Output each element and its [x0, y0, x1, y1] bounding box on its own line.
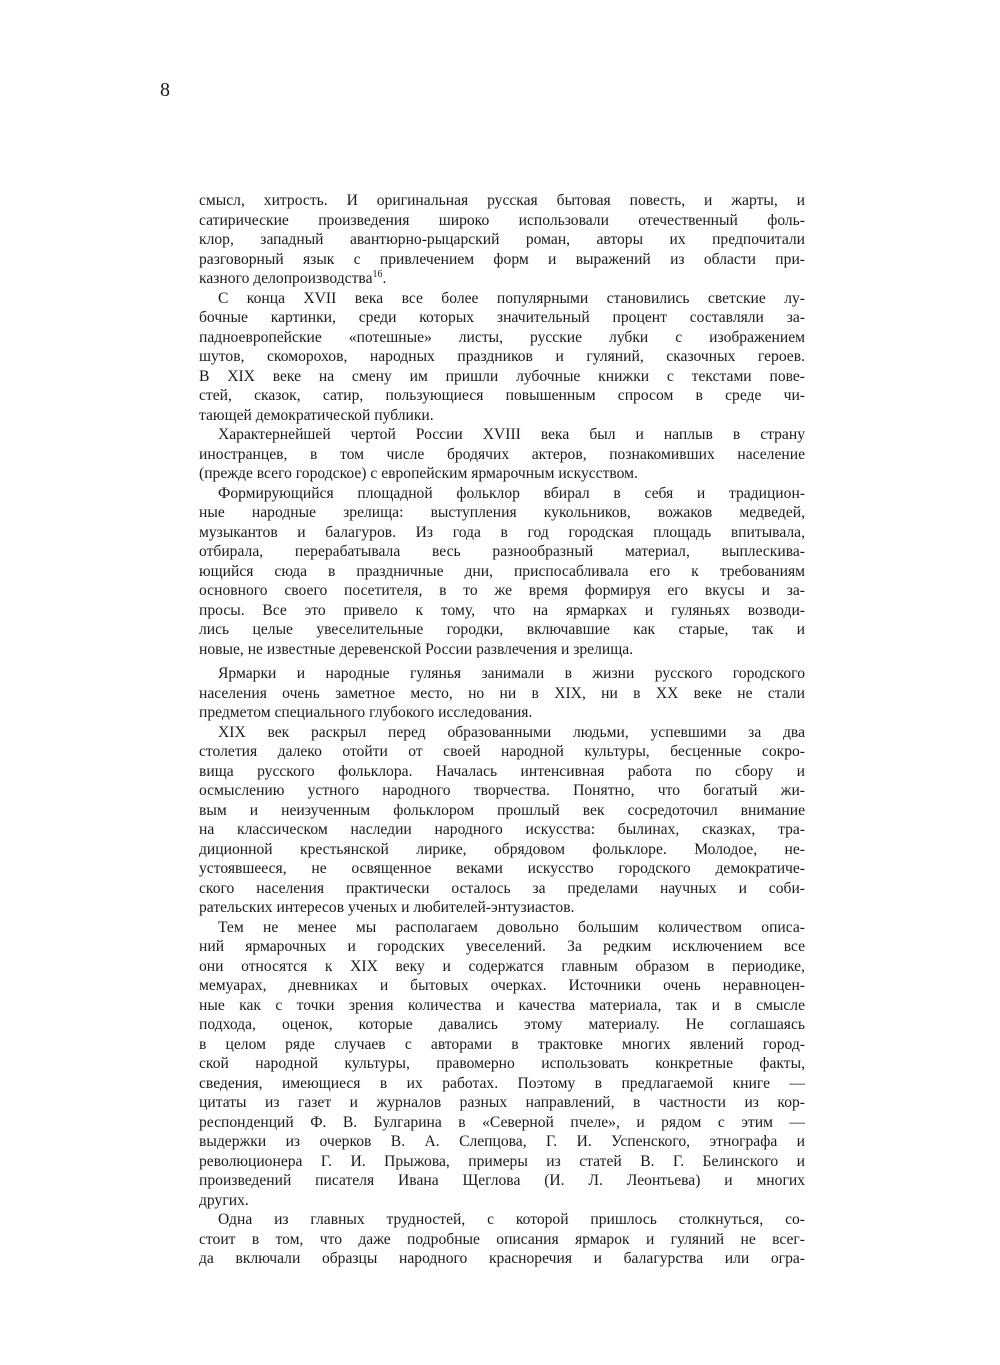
text-line: С конца XVII века все более популярными становились светские лу-	[218, 289, 805, 307]
text-line: Формирующийся площадной фольклор вбирал в себя и традицион-	[218, 484, 805, 502]
text-line: респонденций Ф. В. Булгарина в «Северной пчеле», и рядом с этим —	[199, 1113, 805, 1131]
paragraph	[199, 723, 805, 918]
text-line-content: казного делопроизводства	[199, 270, 373, 287]
text-line: вища русского фольклора. Началась интенсивная работа по сбору и	[199, 762, 805, 780]
text-line: просы. Все это привело к тому, что на ярмарках и гуляньях возводи-	[199, 601, 805, 619]
text-line: предметом специального глубокого исследования.	[199, 704, 533, 721]
text-line: разговорный язык с привлечением форм и выражений из области при-	[199, 250, 805, 268]
text-line: цитаты из газет и журналов разных направлений, в частности из кор-	[199, 1094, 805, 1111]
text-line: сведения, имеющиеся в их работах. Поэтому в предлагаемой книге —	[199, 1074, 805, 1092]
text-line: стоит в том, что даже подробные описания ярмарок и гуляний не всег-	[199, 1230, 805, 1248]
text-line: подхода, оценок, которые давались этому материалу. Не соглашаясь	[199, 1016, 805, 1033]
text-line: на классическом наследии народного искусства: былинах, сказках, тра-	[199, 821, 805, 838]
text-line: осмыслению устного народного творчества. Понятно, что богатый жи-	[199, 782, 805, 799]
text-line: бочные картинки, среди которых значительный процент составляли за-	[199, 309, 805, 326]
text-line: выдержки из очерков В. А. Слепцова, Г. И. Успенского, этнографа и	[199, 1133, 805, 1150]
text-line: революционера Г. И. Прыжова, примеры из статей В. Г. Белинского и	[199, 1152, 805, 1170]
text-line: падноевропейские «потешные» листы, русские лубки с изображением	[199, 328, 805, 346]
text-line: ющийся сюда в праздничные дни, приспосабливала его к требованиям	[199, 562, 805, 580]
text-line: шутов, скоморохов, народных праздников и гуляний, сказочных героев.	[199, 348, 805, 365]
text-line: Ярмарки и народные гулянья занимали в жизни русского городского	[218, 665, 805, 682]
paragraph	[199, 425, 805, 484]
text-line: рательских интересов ученых и любителей-энтузиастов.	[199, 899, 575, 916]
text-line: музыкантов и балагуров. Из года в год городская площадь впитывала,	[199, 523, 805, 541]
paragraph	[199, 289, 805, 426]
text-line: основного своего посетителя, в то же время формируя его вкусы и за-	[199, 582, 805, 599]
text-line: населения очень заметное место, но ни в XIX, ни в XX веке не стали	[199, 684, 805, 702]
text-line: ные как с точки зрения количества и качества материала, так и в смысле	[199, 996, 805, 1014]
text-line: Тем не менее мы располагаем довольно большим количеством описа-	[218, 918, 805, 936]
text-line: сатирические произведения широко использовали отечественный фоль-	[199, 211, 805, 229]
paragraph	[199, 664, 805, 723]
text-line: ской народной культуры, правомерно использовать конкретные факты,	[199, 1055, 805, 1072]
text-line: клор, западный авантюрно-рыцарский роман, авторы их предпочитали	[199, 231, 805, 248]
text-line: ского населения практически осталось за пределами научных и соби-	[199, 879, 805, 897]
text-line: XIX век раскрыл перед образованными людьми, успевшими за два	[218, 723, 805, 741]
paragraph	[199, 1210, 805, 1269]
text-line: в целом ряде случаев с авторами в трактовке многих явлений город-	[199, 1035, 805, 1053]
text-line: диционной крестьянской лирике, обрядовом фольклоре. Молодое, не-	[199, 840, 805, 858]
text-line: мемуарах, дневниках и бытовых очерках. Источники очень неравноцен-	[199, 977, 805, 994]
text-line: отбирала, перерабатывала весь разнообразный материал, выплескива-	[199, 543, 805, 560]
text-line: Характернейшей чертой России XVIII века был и наплыв в страну	[218, 426, 805, 443]
text-line: столетия далеко отойти от своей народной культуры, бесценные сокро-	[199, 743, 805, 760]
text-line: да включали образцы народного красноречия и балагурства или огра-	[199, 1250, 805, 1267]
page-number: 8	[160, 79, 170, 101]
text-line: устоявшееся, не освященное веками искусство городского демократиче-	[199, 860, 805, 877]
text-line: новые, не известные деревенской России развлечения и зрелища.	[199, 640, 634, 658]
text-line: стей, сказок, сатир, пользующиеся повышенным спросом в среде чи-	[199, 387, 805, 404]
text-line-end: .	[382, 270, 387, 287]
text-line: иностранцев, в том числе бродячих актеров, познакомивших население	[199, 445, 805, 463]
text-line: (прежде всего городское) с европейским ярмарочным искусством.	[199, 465, 638, 482]
text-line: ний ярмарочных и городских увеселений. За редким исключением все	[199, 938, 805, 955]
paragraph	[199, 191, 805, 289]
text-line: смысл, хитрость. И оригинальная русская бытовая повесть, и жарты, и	[199, 192, 805, 209]
text-line: ные народные зрелища: выступления кукольников, вожаков медведей,	[199, 504, 805, 521]
text-line: лись целые увеселительные городки, включавшие как старые, так и	[199, 621, 805, 638]
text-line: произведений писателя Ивана Щеглова (И. Л. Леонтьева) и многих	[199, 1172, 805, 1189]
paragraph	[199, 918, 805, 1211]
text-section-1	[199, 191, 805, 659]
footnote-ref: 16	[372, 269, 383, 280]
text-line	[199, 269, 805, 289]
text-line: они относятся к XIX веку и содержатся главным образом в периодике,	[199, 957, 805, 975]
text-line: вым и неизученным фольклором прошлый век сосредоточил внимание	[199, 801, 805, 819]
text-line: В XIX веке на смену им пришли лубочные книжки с текстами пове-	[199, 367, 805, 385]
text-line: Одна из главных трудностей, с которой пришлось столкнуться, со-	[218, 1211, 805, 1228]
text-line: других.	[199, 1191, 249, 1209]
text-section-2	[199, 664, 805, 1269]
text-line: тающей демократической публики.	[199, 406, 434, 424]
paragraph	[199, 484, 805, 660]
